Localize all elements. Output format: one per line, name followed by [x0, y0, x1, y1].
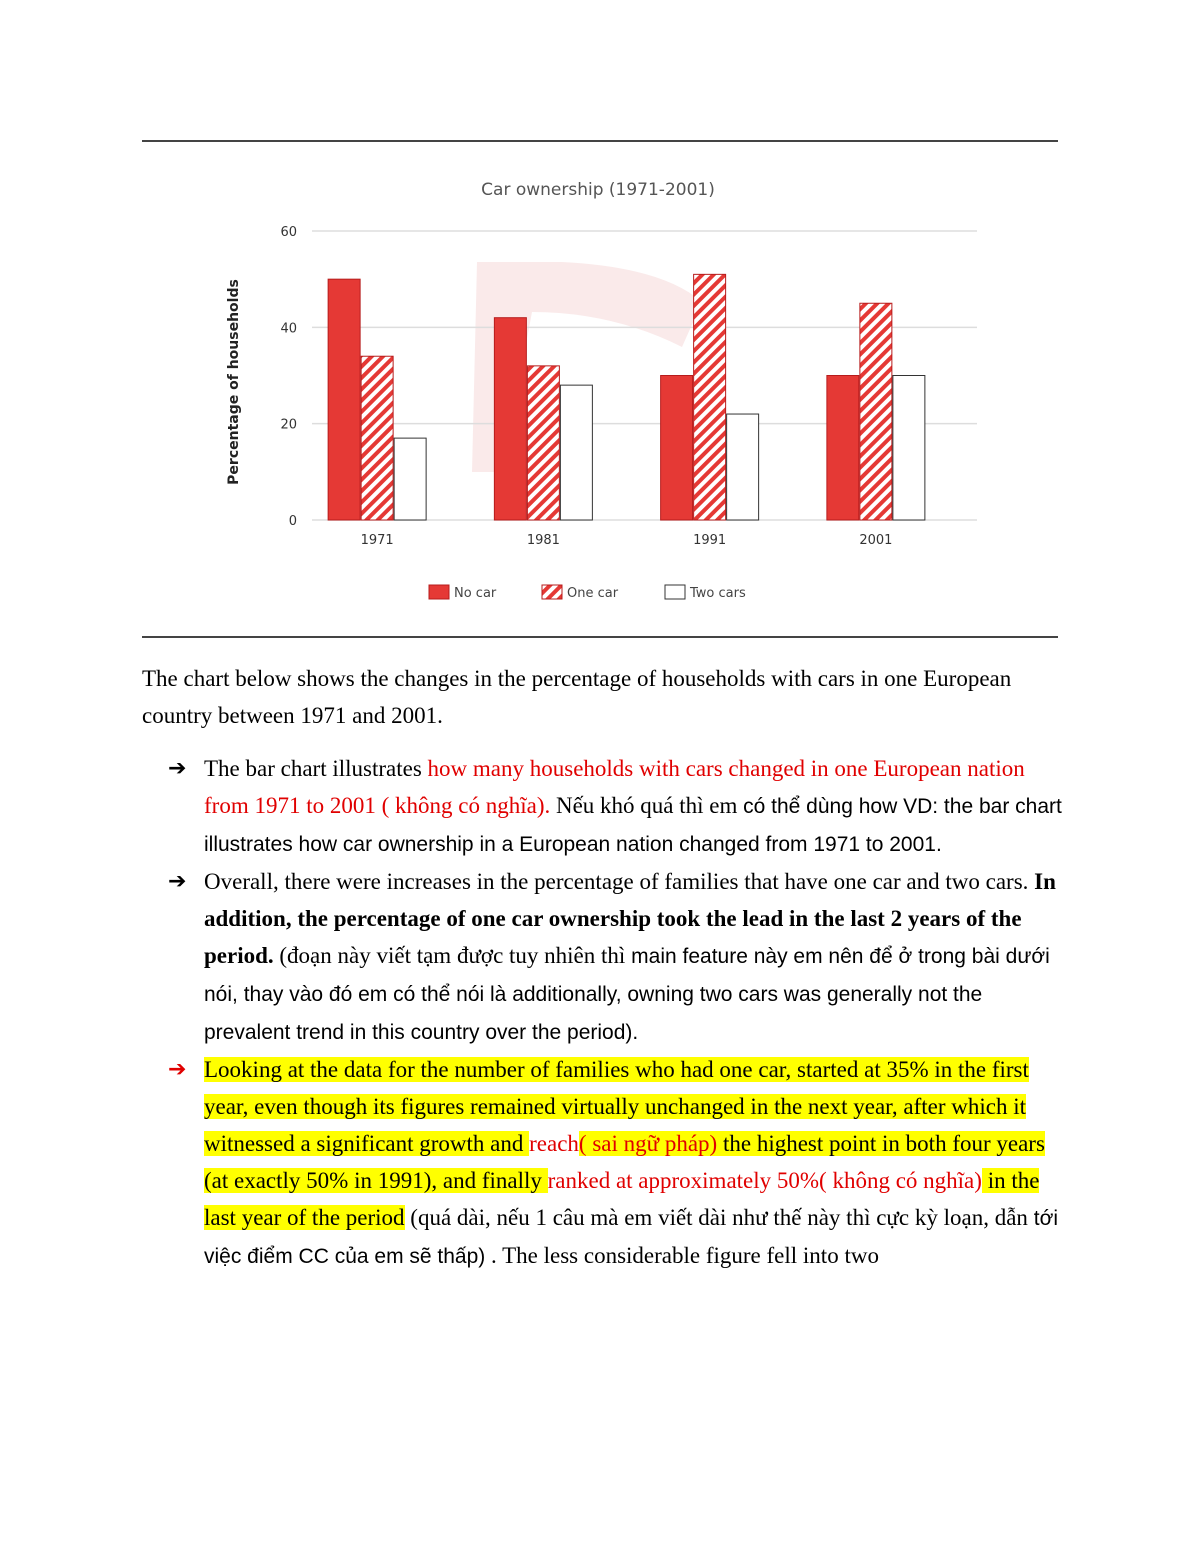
- x-tick-label: 2001: [859, 533, 893, 548]
- legend-label: One car: [567, 586, 619, 601]
- bullet-body-feedback: [142, 1051, 1072, 1275]
- document-text: [142, 660, 1072, 1275]
- x-tick-label: 1971: [360, 533, 394, 548]
- y-tick-label: 40: [280, 321, 297, 337]
- b2-bold-text: In addition, the percentage of one car ownership took the lead in the last 2 years of the period.: [204, 869, 1056, 968]
- bar-no-car-1991: [661, 376, 693, 521]
- b2-comment: (đoạn này viết tạm được tuy nhiên thì: [273, 943, 626, 968]
- legend-swatch: [665, 585, 685, 599]
- arrow-icon: ➔: [168, 1057, 187, 1082]
- chart-frame: [142, 140, 1058, 638]
- legend-swatch: [429, 585, 449, 599]
- legend-label: Two cars: [690, 586, 746, 601]
- x-tick-label: 1991: [693, 533, 727, 548]
- bar-one-car-1971: [361, 356, 393, 520]
- bar-chart: [142, 142, 1058, 636]
- arrow-icon: ➔: [168, 756, 187, 781]
- b3-error-2: ranked at approximately 50%( không có nghĩa): [547, 1168, 982, 1193]
- bar-one-car-2001: [860, 303, 892, 520]
- chart-title: Car ownership (1971-2001): [481, 180, 715, 200]
- b2-suggestion: main feature này em nên để ở trong bài dưới nói, thay vào đó em có thể nói là additionally, owning two cars was generally not the prevalent trend in this country over the period).: [204, 945, 1050, 1044]
- y-tick-label: 20: [280, 417, 297, 433]
- y-tick-label: 0: [288, 514, 297, 529]
- bar-two-cars-1991: [727, 414, 759, 520]
- y-axis-label: Percentage of households: [226, 279, 242, 485]
- b3-error-1: reach: [529, 1131, 579, 1156]
- bar-two-cars-1971: [394, 438, 426, 520]
- bar-two-cars-2001: [893, 376, 925, 521]
- bullet-overview-feedback: [142, 863, 1072, 1051]
- bar-one-car-1981: [527, 366, 559, 520]
- arrow-icon: ➔: [168, 869, 187, 894]
- b3-highlight-1: Looking at the data for the number of families who had one car, started at 35% in the first year, even though its figures remained virtually unchanged in the next year, after which it witnessed a significant growth and: [204, 1057, 1029, 1156]
- b3-comment-sans: tới việc điểm CC của em sẽ thấp): [204, 1207, 1059, 1268]
- bullet-intro-feedback: [142, 750, 1072, 863]
- bar-no-car-2001: [827, 376, 859, 521]
- y-tick-label: 60: [280, 225, 297, 240]
- b1-comment: Nếu khó quá thì em: [550, 793, 744, 818]
- legend-swatch: [542, 585, 562, 599]
- feedback-list: [142, 750, 1072, 1275]
- b3-highlight-3: in the last year of the period: [204, 1168, 1040, 1230]
- bar-one-car-1991: [694, 274, 726, 520]
- b3-error-note: ( sai ngữ pháp): [578, 1131, 718, 1156]
- b3-continuation: . The less considerable figure fell into two: [485, 1243, 879, 1268]
- b1-suggestion: có thể dùng how VD: the bar chart illustrates how car ownership in a European nation changed from 1971 to 2001.: [204, 795, 1062, 856]
- bar-two-cars-1981: [560, 385, 592, 520]
- bar-no-car-1971: [328, 279, 360, 520]
- x-tick-label: 1981: [526, 533, 560, 548]
- b2-text: Overall, there were increases in the percentage of families that have one car and two cars.: [204, 869, 1035, 894]
- bar-no-car-1981: [494, 318, 526, 520]
- b1-correction: how many households with cars changed in one European nation from 1971 to 2001 ( không có nghĩa).: [204, 756, 1025, 818]
- b3-highlight-2: the highest point in both four years (at exactly 50% in 1991), and finally: [204, 1131, 1045, 1193]
- legend-label: No car: [454, 586, 497, 601]
- b3-comment: (quá dài, nếu 1 câu mà em viết dài như thế này thì cực kỳ loạn, dẫn: [404, 1205, 1028, 1230]
- intro-paragraph: The chart below shows the changes in the percentage of households with cars in one European country between 1971 and 2001.: [142, 666, 1012, 728]
- b1-text: The bar chart illustrates: [204, 756, 428, 781]
